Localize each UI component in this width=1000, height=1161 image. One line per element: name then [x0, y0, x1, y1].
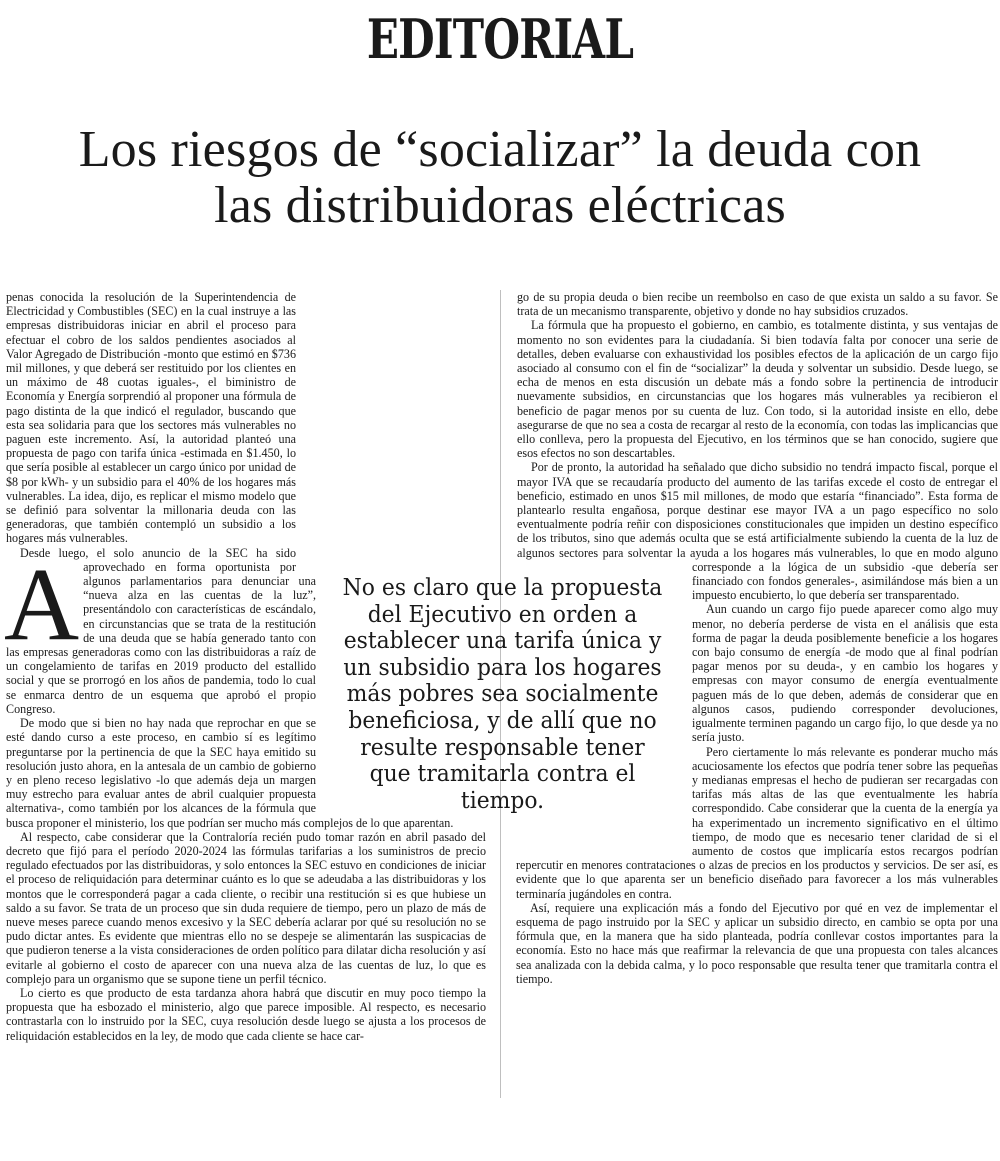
article-paragraph: Al respecto, cabe considerar que la Contraloría recién pudo tomar razón en abril pasado del decreto que fijó para el período 2020-2024 las fórmulas tarifarias a los suministros de precio regulado efectuados por las distribuidoras, y solo entonces la SEC estuvo en condiciones de iniciar el proceso de reliquidación para determinar cuánto es lo que se adeudaba a las distribuidoras y los montos que le corresponderá pagar a cada cliente, o recibir una restitución si es que hubiese un saldo a su favor. Se trata de un proceso que sin duda requiere de tiempo, pero un plazo de más de nueve meses parece cuando menos excesivo y la SEC debería aclarar por qué su resolución no se pudo dictar antes. Es evidente que mientras ello no se despeje se alimentarán las suspicacias de que pudieron tenerse a la vista consideraciones de orden político para dilatar dicha resolución y así evitarle al gobierno el costo de aparecer con una nueva alza de las cuentas de luz, lo que es complejo para un organismo que se supone tiene un perfil técnico. — [6, 829, 486, 986]
article-paragraph: De modo que si bien no hay nada que reprochar en que se esté dando curso a este proceso, en cambio sí es legítimo preguntarse por la pertinencia de que la SEC haya emitido su resolución justo ahora, en la antesala de un cambio de gobierno y en pleno receso legislativo -lo que además deja un margen muy estrecho para evaluar antes de abril cualquier propuesta alternativa-, como también por los alcances de la fórmula que busca proponer el ministerio, los que podrían ser mucho más complejos de lo que aparentan. — [6, 716, 454, 830]
article-paragraph: Así, requiere una explicación más a fondo del Ejecutivo por qué en vez de implementar el esquema de pago instruido por la SEC y aplicar un subsidio directo, en cambio se opta por una fórmula que, en la manera que ha sido planteada, podría conllevar costos importantes para la economía. Esto no hace más que reafirmar la relevancia de que una propuesta con tales alcances sea analizada con la debida calma, y lo poco responsable que resulta tener que tramitarla contra el tiempo. — [516, 900, 998, 986]
article-paragraph: Desde luego, el solo anuncio de la SEC ha sido aprovechado en forma oportunista por algunos parlamentarios para denunciar una “nueva alza en las cuentas de la luz”, presentándolo con características de escándalo, en circunstancias que se trata de la restitución de una deuda que se había generado tanto con las empresas generadoras como con las distribuidoras a raíz de un congelamiento de tarifas en 2019 producto del estallido social y que se prorrogó en los años de pandemia, todo lo cual se enmarca dentro de un esquema que aprobó el propio Congreso. — [6, 545, 316, 716]
pull-quote: No es claro que la propuesta del Ejecutivo en orden a establecer una tarifa única y un subsidio para los hogares más pobres sea socialmente beneficiosa, y de allí que no resulte responsable tener que tramitarla contra el tiempo. — [342, 573, 663, 814]
headline — [0, 122, 1000, 234]
section-title: EDITORIAL — [366, 7, 634, 71]
pullquote-gap-1 — [296, 290, 486, 566]
headline-line-1: Los riesgos de “socializar” la deuda con — [78, 121, 922, 178]
article-paragraph: go de su propia deuda o bien recibe un reembolso en caso de que exista un saldo a su favor. Se trata de un mecanismo transparente, objetivo y donde no hay subsidios cruzados. — [517, 290, 998, 319]
article-paragraph: Aun cuando un cargo fijo puede aparecer como algo muy menor, no debería perderse de vista en el análisis que esta forma de pagar la deuda posiblemente beneficie a los hogares con bajo consumo de energía -de modo que al final podrían pagar menos por su deuda-, y en cambio los hogares y empresas con mayor consumo de energía eventualmente paguen más de lo que deben, además de considerar que en algunos casos, pudiendo corresponder devoluciones, igualmente terminen pagando un cargo fijo, lo que desde ya no sería justo. — [692, 602, 998, 745]
headline-line-2: las distribuidoras eléctricas — [214, 177, 786, 234]
article-paragraph: A penas conocida la resolución de la Superintendencia de Electricidad y Combustibles (SEC) en la cual instruye a las empresas distribuidoras iniciar en abril el proceso para efectuar el cobro de los saldos pendientes asociados al Valor Agregado de Distribución -monto que estimó en $736 mil millones, y que deberá ser restituido por los clientes en un máximo de 48 cuotas iguales-, el biministro de Economía y Energía sorprendió al proponer una fórmula de pago distinta de la que indicó el regulador, buscando que esta sea solidaria para que los sectores más vulnerables no paguen este incremento. Así, la autoridad planteó una propuesta de pago con tarifa única -estimada en $1.450, lo que sería posible al establecer un cargo único por unidad de $8 por kWh- y un subsidio para el 40% de los hogares más vulnerables. La idea, dijo, es replicar el mismo modelo que se definió para solventar la millonaria deuda con las generadoras, que también contempló un subsidio a los hogares más vulnerables. — [4, 290, 296, 662]
article-paragraph: Lo cierto es que producto de esta tardanza ahora habrá que discutir en muy poco tiempo la propuesta que ha esbozado el ministerio, algo que parece imposible. Al respecto, es necesario contrastarla con lo instruido por la SEC, cuya resolución desde luego se ajusta a los procesos de reliquidación establecidos en la ley, de modo que cada cliente se hace car- — [6, 985, 486, 1043]
drop-cap: A — [4, 547, 80, 662]
article-paragraph: La fórmula que ha propuesto el gobierno, en cambio, es totalmente distinta, y sus ventajas de momento no son evidentes para la ciudadanía. Si bien todavía falta por conocer una serie de detalles, deben evaluarse con exhaustividad los posibles efectos de la aplicación de un cargo fijo asociado al consumo con el fin de “socializar” la deuda y solventar un subsidio. Desde luego, se echa de menos en esta discusión un debate más a fondo sobre la pertinencia de introducir nuevamente subsidios, en circunstancias que los hogares más vulnerables ya recibieron el beneficio de pagar menos por su cuenta de luz. Con todo, si la autoridad insiste en ello, debe asegurarse de que no sea a costa de recargar al resto de la economía, con todas las implicancias que ello conlleva, pero la propuesta del Ejecutivo, en los términos que se han conocido, sugiere que esos efectos no son descartables. — [517, 318, 998, 461]
article-paragraph: Pero ciertamente lo más relevante es ponderar mucho más acuciosamente los efectos que podría tener sobre las pequeñas y medianas empresas el hecho de pudieran ser recargadas con tarifas más altas de las que eventualmente les habría correspondido. Cabe considerar que la cuenta de la energía ya ha experimentado un incremento significativo en el último tiempo, de modo que es necesario tener claridad de si el aumento de costos que implicaría estos recargos podrían repercutir en menores contrataciones o alzas de precios en los productos y servicios. De ser así, es evidente que lo que aparenta ser un beneficio diseñado para favorecer a los más vulnerables terminaría jugándoles en contra. — [516, 744, 998, 901]
article-paragraph: Por de pronto, la autoridad ha señalado que dicho subsidio no tendrá impacto fiscal, porque el mayor IVA que se recaudaría producto del aumento de las tarifas excede el costo de entregar el beneficio, estimado en unos $15 mil millones, de modo que estaría “financiado”. Esta forma de plantearlo resulta engañosa, porque destinar ese mayor IVA a un pago específico no solo eventualmente podría reñir con disposiciones constitucionales que impiden un destino específico de los tributos, sino que además oculta que se está artificialmente subiendo la cuenta de la luz de algunos sectores para solventar la ayuda a los hogares más vulnerables, lo que en modo alguno corresponde a la lógica de un subsidio -que debería ser financiado con fondos generales-, asimilándose más bien a un impuesto encubierto, lo que debería ser transparentado. — [517, 460, 998, 603]
